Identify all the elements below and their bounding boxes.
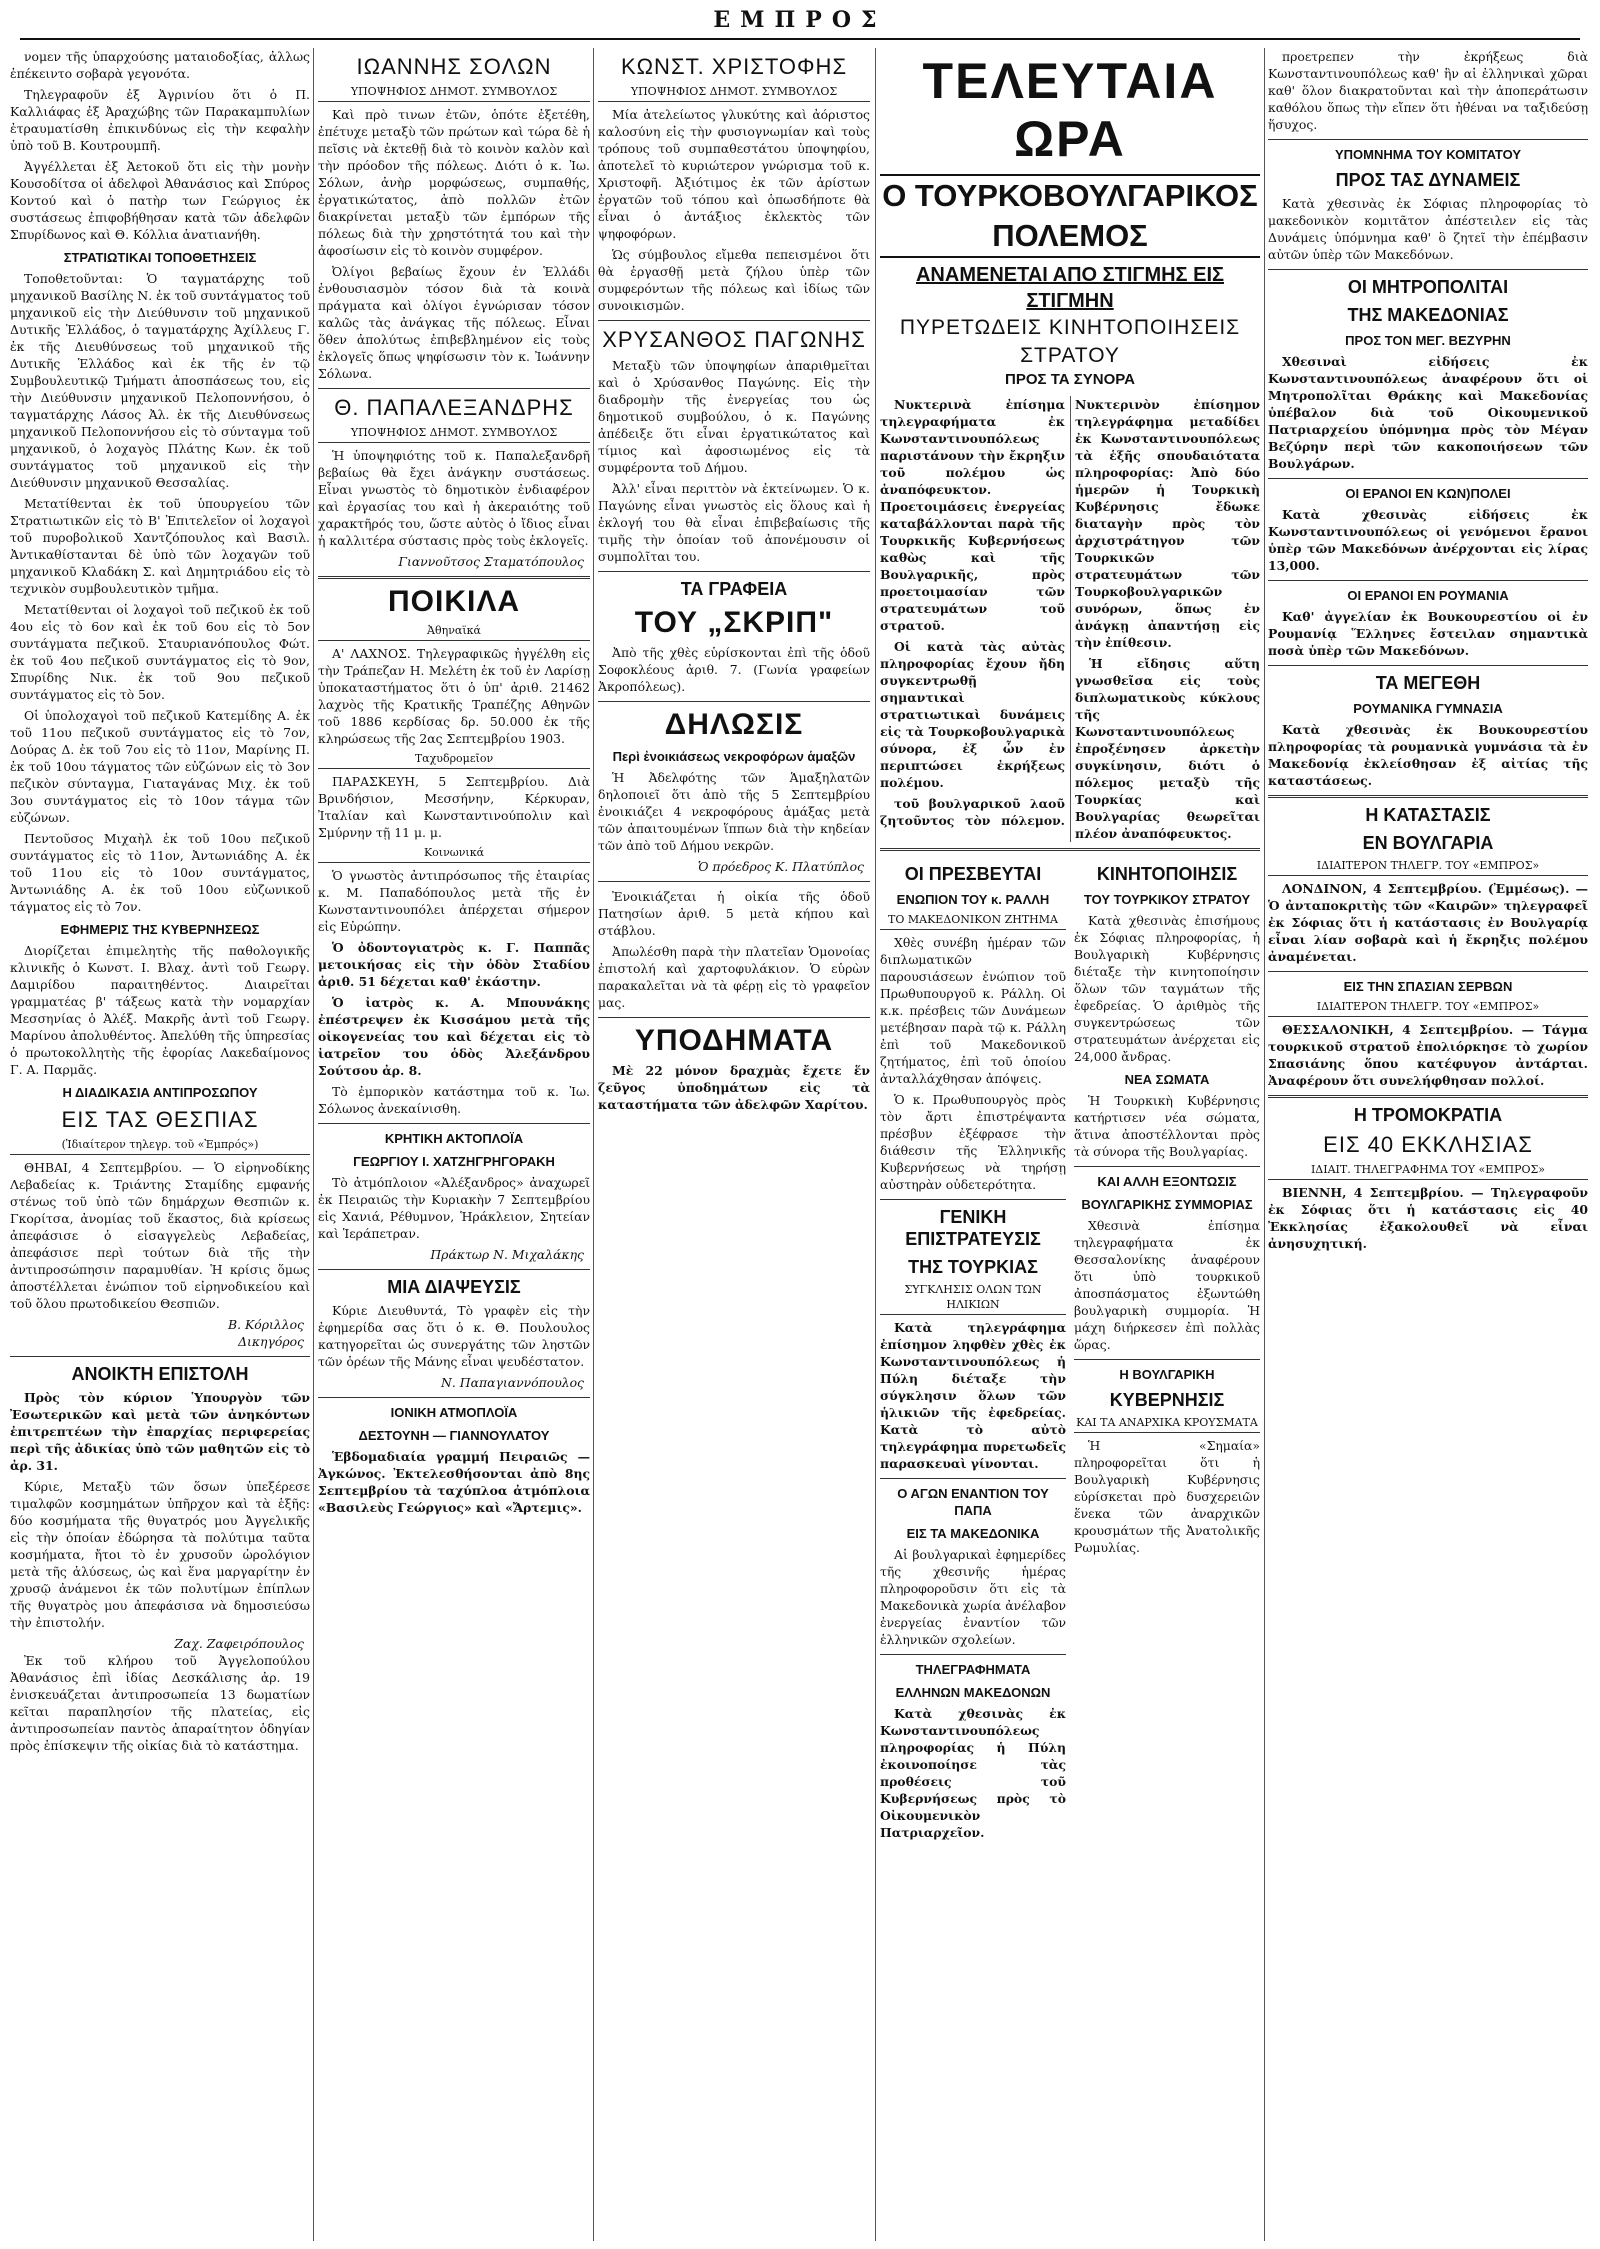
divider (1268, 795, 1588, 798)
section-subheading: ΕΝ ΒΟΥΛΓΑΡΙΑ (1362, 833, 1494, 853)
section-subheading: ΤΗΣ ΤΟΥΡΚΙΑΣ (908, 1257, 1038, 1277)
article-text: Ἀπὸ τῆς χθὲς εὑρίσκονται ἐπὶ τῆς ὁδοῦ Σοφοκλέους ἀριθ. 7. (Γωνία γραφείων Ἀκροπόλεως). (598, 645, 870, 694)
article-text: Ἀγγέλλεται ἐξ Ἀετοκοῦ ὅτι εἰς τὴν μονὴν Κουσοδίτσα οἱ ἀδελφοὶ Ἀθανάσιος καὶ Σπύρος Κοντού καὶ ὁ πατὴρ των Γεώργιος ἐκ συστάσεως ἐπιφοβήθησαν κατὰ τῶν ἀδελφῶν Σπυρίδωνος καὶ Θ. Κόλλια ἀνατιανήθη. (10, 159, 310, 242)
article-text: Ὀλίγοι βεβαίως ἔχουν ἐν Ἑλλάδι ἐνθουσιασμὸν τόσον διὰ τὰ κοινὰ πράγματα καὶ ὀλίγοι ἐγνώρισαν τόσον καλῶς τὰς ἀνάγκας τῆς πόλεως. Εἶναι ὅθεν ἀπολύτως ἐπιβεβλημένον εἰς τοὺς ἐκλογεῖς ὅπως ψηφίσωσιν τὸν κ. Ἰωάννην Σόλωνα. (318, 264, 590, 381)
section-heading: ΟΙ ΠΡΕΣΒΕΥΤΑΙ (904, 864, 1042, 884)
candidate-name: ΙΩΑΝΝΗΣ ΣΟΛΩΝ (356, 54, 552, 79)
article-text: Ὁ γνωστὸς ἀντιπρόσωπος τῆς ἑταιρίας κ. Μ. Παπαδόπουλος μετὰ τῆς ἐν Κωνσταντινουπόλει ἀπέρχεται σήμερον εἰς Εὐρώπην. (318, 868, 590, 934)
article-text: Κατὰ χθεσινὰς ἐπισήμους ἐκ Σόφιας πληροφορίας, ἡ Βουλγαρικὴ Κυβέρνησις διέταξε τὴν κινητοποίησιν ὅλων τῶν ταγμάτων τῆς ἐφεδρείας. Ὁ ἀριθμὸς τῆς συγκεντρώσεως τῶν στρατευμάτων ἀνέρχεται εἰς 24,000 ἄνδρας. (1074, 913, 1260, 1064)
section-subheading: ΓΕΩΡΓΙΟΥ Ι. ΧΑΤΖΗΓΡΗΓΟΡΑΚΗ (353, 1154, 555, 1169)
article-text: Ἡ «Σημαία» πληροφορεῖται ὅτι ἡ Βουλγαρικὴ Κυβέρνησις εὑρίσκεται πρὸ δυσχερειῶν ἕνεκα τῶν ἀναρχικῶν κρουσμάτων τῆς Ἀνατολικῆς Ρωμυλίας. (1074, 1438, 1260, 1555)
section-heading: Η ΒΟΥΛΓΑΡΙΚΗ (1119, 1367, 1215, 1382)
masthead-title: ΕΜΠΡΟΣ (713, 7, 887, 33)
article-text: προετρεπεν τὴν ἐκρήξεως διὰ Κωνσταντινουπόλεως καθ' ἣν αἱ ἐλληνικαὶ χῶραι καθ' ὅλον διακρατοῦνται καὶ τὴν ἀποπεράτωσιν καθόλου ὅπως τὴν εἴπεν ὅτι ἠθέναι να ταξιδεύσῃ ἥσυχος. (1268, 49, 1588, 132)
article-text: Ὁ κ. Πρωθυπουργὸς πρὸς τὸν ἄρτι ἐπιστρέψαντα πρέσβυν ἐξέφρασε τὴν διάθεσιν τῆς Ἑλληνικῆς Κυβερνήσεως νὰ τηρήσῃ αὐστηρὰν οὐδετερότητα. (880, 1092, 1066, 1192)
divider (880, 848, 1260, 851)
divider (598, 881, 870, 882)
signature-title: Δικηγόρος (238, 1334, 304, 1349)
article-text: Ἑβδομαδιαία γραμμή Πειραιῶς — Ἀγκώνος. Ἐκτελεσθήσονται ἀπὸ 8ης Σεπτεμβρίου τὰ ταχύπλοα ἀτμόπλοια «Βασιλεὺς Γεώργιος» καὶ «Ἄρτεμις». (318, 1449, 590, 1515)
divider (318, 576, 590, 579)
section-subheading: ΕΙΣ ΤΑΣ ΘΕΣΠΙΑΣ (61, 1107, 259, 1132)
column-5 (1268, 48, 1588, 2241)
divider (1268, 665, 1588, 666)
divider (880, 1199, 1066, 1200)
article-text: Κύριε, Μεταξὺ τῶν ὅσων ὑπεξέρεσε τιμαλφῶν κοσμημάτων ὑπῆρχον καὶ τὰ ἑξῆς: δύο κοσμήματα τῆς θυγατρός μου Ἀγγελικῆς εἰς τὴν ὁποίαν ἐδώρησα τὰ πολύτιμα ταῦτα κοσμήματα, ἤτοι τὸ ἐν χρυσοῦν ὡρολόγιον μετὰ τῆς ἁλύσεως, ὡς καὶ ἕνα μαργαρίτην ἐν χρυσῷ ἀνάμενοι ἐκ τῶν πολυτίμων ἐπίπλων τῆς θυγατρὸς μου ἀπεφάσισα νὰ δημοσιεύσω τὴν ἐπιστολήν. (10, 1479, 310, 1630)
article-text: Χθεσινὰ ἐπίσημα τηλεγραφήματα ἐκ Θεσσαλονίκης ἀναφέρουν ὅτι ὑπὸ τουρκικοῦ ἀποσπάσματος ἐξωντώθη βουλγαρικὴ συμμορία. Ἡ μάχη διήρκεσεν ἐπὶ πολλὰς ὥρας. (1074, 1218, 1260, 1352)
section-heading: ΟΙ ΕΡΑΝΟΙ ΕΝ ΡΟΥΜΑΝΙΑ (1347, 588, 1509, 603)
article-lead: Πρὸς τὸν κύριον Ὑπουργὸν τῶν Ἐσωτερικῶν καὶ μετὰ τῶν ἀνηκόντων ἐπιτρεπτέων τὴν ἐπαρχίας περιφερείας περὶ τῆς ἀδικίας ὑπὸ τῶν μαθητῶν εἰς τὸ ἀρ. 31. (10, 1390, 310, 1473)
article-text: Ὁ ἰατρὸς κ. Α. Μπουνάκης ἐπέστρεψεν ἐκ Κισσάμου μετὰ τῆς οἰκογενείας του καὶ δέχεται εἰς τὸ ἰατρεῖον του ὁδὸς Ἀλεξάνδρου Σούτσου ἀρ. 8. (318, 995, 590, 1078)
masthead-rule (20, 38, 1580, 40)
article-text: Τὸ ἐμπορικὸν κατάστημα τοῦ κ. Ἰω. Σόλωνος ἀνεκαίνισθη. (318, 1084, 590, 1116)
section-subheading: Περὶ ἐνοικιάσεως νεκροφόρων ἁμαξῶν (612, 749, 856, 764)
article-text: Μετατίθενται ἐκ τοῦ ὑπουργείου τῶν Στρατιωτικῶν εἰς τὸ Β' Ἐπιτελεῖον οἱ λοχαγοὶ τοῦ πυροβολικοῦ Χαντζόπουλος καὶ Βασιλ. Ἀντικαθίστανται δὲ ὑπὸ τῶν λοχαγῶν τοῦ μηχανικοῦ Κλαδάκη Σ. καὶ Δημητριάδου εἰς τὸ τεχνικὸν συμβουλευτικὸν τμῆμα. (10, 496, 310, 596)
section-subheading: ΡΟΥΜΑΝΙΚΑ ΓΥΜΝΑΣΙΑ (1353, 701, 1503, 716)
section-subheading: ΕΙΣ ΤΑ ΜΑΚΕΔΟΝΙΚΑ (906, 1526, 1040, 1541)
article-text: Ἐκ τοῦ κλήρου τοῦ Ἀγγελοπούλου Ἀθανάσιος ἐπὶ ἰδίας Δεσκάλισης ἀρ. 19 ἐνισκευάζεται ἀντιπροσωπεία 13 δωματίων κεῖται παραπλησίον τῆς πλατείας, εἰς ἀντιπροσωπείαν παντὸς ἀπαραίτητον ὁδηγίαν πρὸς ἐπίσκεψιν τῆς οἰκίας διὰ τὸ κατάστημα. (10, 1653, 310, 1753)
section-note: ΙΔΙΑΙΤΕΡΟΝ ΤΗΛΕΓΡ. ΤΟΥ «ΕΜΠΡΟΣ» (1268, 999, 1588, 1017)
divider (1074, 1359, 1260, 1360)
article-text: νομεν τῆς ὑπαρχούσης ματαιοδοξίας, ἀλλως ἐπέκειντο σοβαρὰ γεγονότα. (10, 49, 310, 81)
article-text: ΠΑΡΑΣΚΕΥΗ, 5 Σεπτεμβρίου. Διὰ Βρινδήσιον, Μεσσήνην, Κέρκυραν, Ἰταλίαν καὶ Κωνσταντινούπολιν καὶ Σμύρνην τῇ 11 μ. μ. (318, 774, 590, 840)
article-text: Κατὰ χθεσινὰς ἐκ Κωνσταντινουπόλεως πληροφορίας ἡ Πύλη ἐκοινοποίησε τὰς προθέσεις τοῦ Κυβερνήσεως πρὸς τὸ Οἰκουμενικὸν Πατριαρχεῖον. (880, 1706, 1066, 1840)
divider (1074, 1166, 1260, 1167)
lead-headline: Ο ΤΟΥΡΚΟΒΟΥΛΓΑΡΙΚΟΣ ΠΟΛΕΜΟΣ (880, 174, 1260, 258)
column-rule (1264, 48, 1265, 2241)
subcolumn-left (880, 857, 1066, 1845)
section-heading: ΤΗΛΕΓΡΑΦΗΜΑΤΑ (915, 1662, 1031, 1677)
divider (598, 320, 870, 321)
section-heading: ΔΗΛΩΣΙΣ (664, 708, 804, 741)
divider (1268, 269, 1588, 270)
candidate-name: Θ. ΠΑΠΑΛΕΞΑΝΔΡΗΣ (334, 395, 574, 420)
candidate-name: ΧΡΥΣΑΝΘΟΣ ΠΑΓΩΝΗΣ (602, 327, 866, 352)
section-subheading: ΝΕΑ ΣΩΜΑΤΑ (1124, 1072, 1210, 1087)
lead-subheadline: ΠΡΟΣ ΤΑ ΣΥΝΟΡΑ (1005, 371, 1135, 388)
section-heading: ΚΡΗΤΙΚΗ ΑΚΤΟΠΛΟΪΑ (384, 1131, 524, 1146)
article-text: τοῦ βουλγαρικοῦ λαοῦ ζητοῦντος τὸν πόλεμον. Νυκτερινὸν ἐπίσημον τηλεγράφημα μεταδίδει ἐκ Κωνσταντινουπόλεως τὰ ἑξῆς σπουδαιότατα πληροφορίας: Ἀπὸ δύο ἡμερῶν ἡ Τουρκικὴ Κυβέρνησις ἔδωκε διαταγὴν πρὸς τὸν ἀρχιστράτηγον τῶν Τουρκικῶν στρατευμάτων τῶν Τουρκοβουλγαρικῶν συνόρων, ὅπως ἐν ἀνάγκῃ ἀπαντήσῃ εἰς τὴν ἐπίθεσιν. (880, 397, 1260, 828)
article-text: Ἀλλ' εἶναι περιττὸν νὰ ἐκτείνωμεν. Ὁ κ. Παγώνης εἶναι γνωστὸς εἰς ὅλους καὶ ἡ ἐκλογή του θὰ εἶναι ἐπιβεβαίωσις τῆς τιμῆς τὴν ὁποίαν τοῦ ἀπονέμουσιν οἱ συμπολῖται του. (598, 481, 870, 564)
article-text: Τοποθετοῦνται: Ὁ ταγματάρχης τοῦ μηχανικοῦ Βασίλης Ν. ἐκ τοῦ συντάγματος τοῦ μηχανικοῦ εἰς τὴν Διεύθυνσιν τοῦ μηχανικοῦ Δυτικῆς Ἑλλάδος, ὁ ταγματάρχης Ἀχίλλευς Γ. ἐκ τῆς Διευθύνσεως τοῦ μηχανικοῦ τῆς Δυτικῆς Ἑλλάδος καὶ ἐκ τῆς ἐν τῷ Συμβουλευτικῷ Τμήματι ἀποσπάσεως του, εἰς τὴν Διεύθυνσιν μηχανικοῦ Πελοποννήσου, ὁ ταγματάρχης Λάσος Ἀλ. ἐκ τῆς Διευθύνσεως μηχανικοῦ Πελοποννήσου εἰς τὸ σύνταγμα τοῦ μηχανικοῦ, ὁ λοχαγὸς Πλάτης Κων. ἐκ τοῦ συντάγματος τοῦ μηχανικοῦ εἰς τὴν Διεύθυνσιν μηχανικοῦ Θεσσαλίας. (10, 271, 310, 490)
article-text: Μεταξὺ τῶν ὑποψηφίων ἀπαριθμεῖται καὶ ὁ Χρύσανθος Παγώνης. Εἰς τὴν διαδρομὴν τῆς ἐνεργείας του ὡς δημοτικοῦ συμβούλου, ὁ κ. Παγώνης ἀπέδειξε ὅτι εἶναι ἐργατικώτατος καὶ τίμιος καὶ ἀφοσιωμένος εἰς τὰ συμφέροντα τοῦ Δήμου. (598, 358, 870, 475)
section-heading: ΓΕΝΙΚΗ ΕΠΙΣΤΡΑΤΕΥΣΙΣ (905, 1207, 1041, 1249)
article-text: Νυκτερινὰ ἐπίσημα τηλεγραφήματα ἐκ Κωνσταντινουπόλεως παριστάνουν τὴν ἔκρηξιν τοῦ πολέμου ὡς ἀναπόφευκτον. Προετοιμάσεις ἐνεργείας καταβάλλονται παρὰ τῆς Τουρκικῆς Κυβερνήσεως καθὼς καὶ τῆς Βουλγαρικῆς, πρὸς προετοιμασίαν τῶν στρατευμάτων τοῦ στρατοῦ. (880, 397, 1065, 633)
article-text: Οἱ ὑπολοχαγοὶ τοῦ πεζικοῦ Κατεμίδης Α. ἐκ τοῦ 11ου πεζικοῦ συντάγματος εἰς τὸ 7ον, Δούρας Δ. ἐκ τοῦ 7ου εἰς τὸ 11ον, Μαρίνης Π. ἐκ τοῦ 10ου τάγματος τῶν εὐζώνων εἰς τὸ 3ον πεζικὸν σύνταγμα, Γιαταγάνας Μιχ. ἐκ τοῦ 3ου συντάγματος εἰς τὸ 10ον τάγμα τῶν εὐζώνων. (10, 708, 310, 825)
article-text: Κατὰ χθεσινὰς ἐκ Σόφιας πληροφορίας τὸ μακεδονικὸν κομιτᾶτον ἀπέστειλεν εἰς τὰς Δυνάμεις ὑπόμνημα καθ' ὃ ζητεῖ τὴν ἐπέμβασιν αὐτῶν ὑπὲρ τῶν Μακεδόνων. (1268, 196, 1588, 262)
section-heading: Η ΚΑΤΑΣΤΑΣΙΣ (1365, 805, 1491, 825)
section-heading: ΚΑΙ ΑΛΛΗ ΕΞΟΝΤΩΣΙΣ (1097, 1174, 1237, 1189)
article-text: Κατὰ χθεσινὰς εἰδήσεις ἐκ Κωνσταντινουπόλεως οἱ γενόμενοι ἔρανοι ὑπὲρ τῶν Μακεδόνων ἀνέρχονται εἰς λίρας 13,000. (1268, 507, 1588, 573)
section-heading: ΑΝΟΙΚΤΗ ΕΠΙΣΤΟΛΗ (71, 1364, 249, 1384)
article-text: Α' ΛΑΧΝΟΣ. Τηλεγραφικῶς ἠγγέλθη εἰς τὴν Τράπεζαν Η. Μελέτη ἐκ τοῦ ἐν Λαρίσῃ ὑποκαταστήματος ὅτι ὁ ὑπ' ἀριθ. 21462 λαχνὸς τῆς Κρατικῆς Τραπέζης Αθηνῶν τοῦ 1886 κερδίσας δρ. 50.000 ἐκ τῆς κληρώσεως τῆς 2ας Σεπτεμβρίου 1903. (318, 646, 590, 746)
section-heading: ΣΤΡΑΤΙΩΤΙΚΑΙ ΤΟΠΟΘΕΤΗΣΕΙΣ (63, 250, 257, 265)
article-text: Χθὲς συνέβη ἡμέραν τῶν διπλωματικῶν παρουσιάσεων ἐνώπιον τοῦ Πρωθυπουργοῦ κ. Ράλλη. Οἱ κ.κ. πρέσβεις τῶν Δυνάμεων μετέβησαν παρὰ τῷ κ. Ράλλη ἐπὶ τοῦ Μακεδονικοῦ ζητήματος, ἐπὶ τοῦ ὁποίου ἀνταλλάχθησαν ἀπόψεις. (880, 935, 1066, 1086)
article-text: Ὁ ὀδοντογιατρὸς κ. Γ. Παππᾶς μετοικήσας εἰς τὴν ὁδὸν Σταδίου ἀριθ. 51 δέχεται καθ' ἑκάστην. (318, 940, 590, 989)
section-subheading: ΔΕΣΤΟΥΝΗ — ΓΙΑΝΝΟΥΛΑΤΟΥ (358, 1428, 550, 1443)
article-text: Καθ' ἀγγελίαν ἐκ Βουκουρεστίου οἱ ἐν Ρουμανίᾳ Ἕλληνες ἔστειλαν σημαντικὰ ποσὰ ὑπὲρ τῶν Μακεδόνων. (1268, 609, 1588, 658)
article-text: Τηλεγραφοῦν ἐξ Ἀγρινίου ὅτι ὁ Π. Καλλιάφας ἐξ Ἀραχώβης τῶν Παρακαμπυλίων ἐτραυματίσθη ἐπικινδύνως εἰς τὴν κεφαλὴν ὑπὸ τοῦ Β. Κουτρουμπῆ. (10, 87, 310, 153)
article-text: Ἀπωλέσθη παρὰ τὴν πλατεῖαν Ὁμονοίας ἐπιστολή καὶ χαρτοφυλάκιον. Ὁ εὑρὼν παρακαλεῖται νὰ τὰ φέρῃ εἰς τὸ γραφεῖον μας. (598, 944, 870, 1010)
section-heading: ΤΟΥ „ΣΚΡΙΠ" (634, 606, 834, 639)
section-heading: ΟΙ ΜΗΤΡΟΠΟΛΙΤΑΙ (1347, 277, 1509, 297)
candidate-title: ΥΠΟΨΗΦΙΟΣ ΔΗΜΟΤ. ΣΥΜΒΟΥΛΟΣ (318, 84, 590, 102)
column-2 (318, 48, 590, 2241)
section-heading: ΚΙΝΗΤΟΠΟΙΗΣΙΣ (1096, 864, 1238, 884)
section-subheading: ΠΡΟΣ ΤΑΣ ΔΥΝΑΜΕΙΣ (1335, 170, 1521, 190)
section-subheading: Ταχυδρομεῖον (318, 751, 590, 769)
article-text: Ἡ ὑποψηφιότης τοῦ κ. Παπαλεξανδρῆ βεβαίως θὰ ἔχει ἀνάγκην συστάσεως. Εἶναι γνωστὸς τὸ δημοτικὸν ἐνδιαφέρον καὶ ἐργασίας του καὶ ἡ ἀκεραιότης τοῦ χαρακτῆρός του, ὥστε αὐτὸς ὁ ἴδιος εἶναι ἡ καλλιτέρα σύστασις πρὸς τοὺς ἐκλογεῖς. (318, 448, 590, 548)
lead-banner: ΤΕΛΕΥΤΑΙΑ ΩΡΑ (922, 53, 1218, 167)
column-3 (598, 48, 870, 2241)
article-text: Χθεσιναὶ εἰδήσεις ἐκ Κωνσταντινουπόλεως ἀναφέρουν ὅτι οἱ Μητροπολῖται Θράκης καὶ Μακεδονίας ὑπέβαλον διὰ τοῦ Οἰκουμενικοῦ Πατριαρχείου ὑπόμνημα πρὸς τὸν Μέγαν Βεζύρην περὶ τῶν κακοποιήσεων τῶν Βουλγάρων. (1268, 354, 1588, 471)
section-subheading: ΕΙΣ 40 ΕΚΚΛΗΣΙΑΣ (1323, 1132, 1533, 1157)
divider (1268, 971, 1588, 972)
section-subheading: ΚΥΒΕΡΝΗΣΙΣ (1109, 1390, 1225, 1410)
section-note: ΙΔΙΑΙΤΕΡΟΝ ΤΗΛΕΓΡ. ΤΟΥ «ΕΜΠΡΟΣ» (1268, 858, 1588, 876)
article-text: Ἡ εἴδησις αὕτη γνωσθεῖσα εἰς τοὺς διπλωματικοὺς κύκλους τῆς Κωνσταντινουπόλεως ἐπροξένησεν ἀρκετὴν συγκίνησιν, διότι ὁ πόλεμος μεταξὺ τῆς Τουρκίας καὶ Βουλγαρίας θεωρεῖται πλέον ἀναπόφευκτος. (1075, 656, 1260, 841)
section-subheading: ΕΝΩΠΙΟΝ ΤΟΥ κ. ΡΑΛΛΗ (896, 892, 1050, 907)
article-text: Κατὰ χθεσινὰς ἐκ Βουκουρεστίου πληροφορίας τὰ ρουμανικὰ γυμνάσια τὰ ἐν Μακεδονίᾳ ἐκλείσθησαν ἐξ αἰτίας τῆς καταστάσεως. (1268, 722, 1588, 788)
article-text: Ἡ Τουρκικὴ Κυβέρνησις κατήρτισεν νέα σώματα, ἅτινα ἀποστέλλονται πρὸς τὰ σύνορα τῆς Βουλγαρίας. (1074, 1093, 1260, 1159)
divider (1268, 1095, 1588, 1098)
lead-subheadline: ΑΝΑΜΕΝΕΤΑΙ ΑΠΟ ΣΤΙΓΜΗΣ ΕΙΣ ΣΤΙΓΜΗΝ (915, 264, 1225, 312)
article-text: Μὲ 22 μόνον δραχμὰς ἔχετε ἕν ζεῦγος ὑποδημάτων εἰς τὰ καταστήματα τῶν ἀδελφῶν Χαρίτου. (598, 1063, 870, 1112)
signature: Πράκτωρ Ν. Μιχαλάκης (430, 1247, 584, 1262)
section-subheading: ΒΟΥΛΓΑΡΙΚΗΣ ΣΥΜΜΟΡΙΑΣ (1081, 1197, 1253, 1212)
signature: Ν. Παπαγιαννόπουλος (441, 1375, 584, 1390)
article-text: ΘΗΒΑΙ, 4 Σεπτεμβρίου. — Ὁ εἰρηνοδίκης Λεβαδείας κ. Τριάντης Σταμίδης εμφανής στένως τοῦ ὑπὸ τῶν δημάρχων Θεσπιῶν κ. Γκορίτσα, ἀνομίας τοῦ ἕκαστος, διὰ κρίσεως ἀπεφάσισε ὁ εἰσαγγελεὺς Λεβαδείας, ἀπεφάσισε περὶ τούτων διὰ τῆς τὴν ἀντιπροσώπησιν παραμυθίαν. Ἡ κρίσις ὅμως ἀποστέλλεται ἐνώπιον τοῦ εἰρηνοδικείου καὶ τοῦ ὅλου πρωτοδικείου Θεσπιῶν. (10, 1160, 310, 1311)
divider (318, 1397, 590, 1398)
section-heading: ΤΑ ΜΕΓΕΘΗ (1375, 673, 1481, 693)
section-note: (Ἰδιαίτερον τηλεγρ. τοῦ «Ἐμπρός») (10, 1137, 310, 1155)
divider (1268, 580, 1588, 581)
divider (318, 388, 590, 389)
column-4 (880, 48, 1260, 2241)
section-subheading: ΤΟΥ ΤΟΥΡΚΙΚΟΥ ΣΤΡΑΤΟΥ (1083, 892, 1251, 907)
signature: Ζαχ. Ζαφειρόπουλος (174, 1636, 304, 1651)
column-rule (593, 48, 594, 2241)
article-text: Ἐνοικιάζεται ἡ οἰκία τῆς ὁδοῦ Πατησίων ἀριθ. 5 μετὰ κήπου καὶ στάβλου. (598, 889, 870, 938)
article-text: Πεντοῦσος Μιχαὴλ ἐκ τοῦ 10ου πεζικοῦ συντάγματος εἰς τὸ 11ον, Ἀντωνιάδης Α. ἐκ τοῦ 11ου εἰς τὸ 10ον συντάγματος, Ἀντωνιάδης Α. ἐκ τοῦ 10ου εὐζωνικοῦ τάγματος εἰς τὸ 7ον. (10, 831, 310, 914)
article-text: Οἱ κατὰ τὰς αὐτὰς πληροφορίας ἔχουν ἤδη συγκεντρωθῇ σημαντικαὶ στρατιωτικαὶ δυνάμεις εἰς τὰ Τουρκοβουλγαρικὰ σύνορα, ἐξ ὧν ἐν περιπτώσει ἐκρήξεως πολέμου. (880, 639, 1065, 790)
column-rule (313, 48, 314, 2241)
section-heading: ΕΙΣ ΤΗΝ ΣΠΑΣΙΑΝ ΣΕΡΒΩΝ (1343, 979, 1513, 994)
section-note: ΣΥΓΚΛΗΣΙΣ ΟΛΩΝ ΤΩΝ ΗΛΙΚΙΩΝ (880, 1282, 1066, 1315)
divider (598, 571, 870, 572)
divider (1268, 139, 1588, 140)
section-heading: Η ΔΙΑΔΙΚΑΣΙΑ ΑΝΤΙΠΡΟΣΩΠΟΥ (62, 1085, 258, 1100)
article-text: ΘΕΣΣΑΛΟΝΙΚΗ, 4 Σεπτεμβρίου. — Τάγμα τουρκικοῦ στρατοῦ ἐπολιόρκησε τὸ χωρίον Σπασιάνης ὅπου κατέφυγον ἀντάρται. Ἀναφέρουν ὅτι συνελήφθησαν πολλοί. (1268, 1022, 1588, 1088)
article-text: Τὸ ἀτμόπλοιον «Ἀλέξανδρος» ἀναχωρεῖ ἐκ Πειραιῶς τὴν Κυριακὴν 7 Σεπτεμβρίου εἰς Χανιά, Ρέθυμνον, Ἡράκλειον, Σητείαν καὶ Ἱεράπετραν. (318, 1175, 590, 1241)
section-note: ΚΑΙ ΤΑ ΑΝΑΡΧΙΚΑ ΚΡΟΥΣΜΑΤΑ (1074, 1415, 1260, 1433)
article-text: Καὶ πρὸ τινων ἐτῶν, ὁπότε ἐξετέθη, ἐπέτυχε μεταξὺ τῶν πρώτων καὶ τώρα δὲ ἡ πεῖσις νὰ ἐκτεθῇ διὰ τὸ κοινὸν καλὸν καὶ τὴν πρόοδον τῆς πόλεως. Διότι ὁ κ. Ἰω. Σόλων, ἀνὴρ μορφώσεως, συμπαθής, ἐργατικώτατος, ἀπὸ πολλῶν ἐτῶν διακρίνεται μεταξὺ τῶν ἐμπόρων τῆς πόλεως διὰ τὴν χρηστότητά του καὶ τὴν ἀφοσίωσιν εἰς τὸ κοινὸν συμφέρον. (318, 107, 590, 258)
signature: Ὁ πρόεδρος Κ. Πλατύπλος (697, 859, 864, 874)
divider (598, 1017, 870, 1018)
divider (880, 1478, 1066, 1479)
column-1 (10, 48, 310, 2241)
article-text: Ὡς σύμβουλος εἴμεθα πεπεισμένοι ὅτι θὰ ἐργασθῇ μετὰ ζήλου ὑπὲρ τῶν συμφερόντων τῆς πόλεως καὶ ἰδίως τῶν συνοικισμῶν. (598, 247, 870, 313)
section-heading: ΥΠΟΜΝΗΜΑ ΤΟΥ ΚΟΜΙΤΑΤΟΥ (1334, 147, 1522, 162)
article-text: ΒΙΕΝΝΗ, 4 Σεπτεμβρίου. — Τηλεγραφοῦν ἐκ Σόφιας ὅτι ἡ κατάστασις εἰς 40 Ἐκκλησίας ἐξακολουθεῖ νὰ εἶναι ἀνησυχητική. (1268, 1185, 1588, 1251)
column-rule (875, 48, 876, 2241)
lead-article (880, 396, 1260, 842)
divider (318, 1269, 590, 1270)
candidate-title: ΥΠΟΨΗΦΙΟΣ ΔΗΜΟΤ. ΣΥΜΒΟΥΛΟΣ (318, 425, 590, 443)
section-heading: ΕΦΗΜΕΡΙΣ ΤΗΣ ΚΥΒΕΡΝΗΣΕΩΣ (60, 922, 260, 937)
section-heading: ΙΟΝΙΚΗ ΑΤΜΟΠΛΟΪΑ (390, 1405, 518, 1420)
section-subheading: ΤΗΣ ΜΑΚΕΔΟΝΙΑΣ (1347, 305, 1509, 325)
article-text: ΛΟΝΔΙΝΟΝ, 4 Σεπτεμβρίου. (Ἐμμέσως). — Ὁ ἀνταποκριτὴς τῶν «Καιρῶν» τηλεγραφεῖ ἐκ Σόφιας ὅτι ἡ κατάστασις ἐν Βουλγαρίᾳ εἶναι λίαν σοβαρὰ καὶ ἡ ἔκρηξις πολέμου ἀναμένεται. (1268, 881, 1588, 964)
section-heading: Η ΤΡΟΜΟΚΡΑΤΙΑ (1353, 1105, 1503, 1125)
article-text: Κατὰ τηλεγράφημα ἐπίσημον ληφθὲν χθὲς ἐκ Κωνσταντινουπόλεως ἡ Πύλη διέταξε τὴν σύγκλησιν ὅλων τῶν ἡλικιῶν τῆς ἐφεδρείας. Κατὰ τὸ αὐτὸ τηλεγράφημα πυρετωδεῖς παρασκευαὶ γίνονται. (880, 1320, 1066, 1471)
section-heading: ΤΑ ΓΡΑΦΕΙΑ (680, 579, 788, 599)
article-text: Μετατίθενται οἱ λοχαγοὶ τοῦ πεζικοῦ ἐκ τοῦ 4ου εἰς τὸ 6ον καὶ ἐκ τοῦ 6ου εἰς τὸ 5ον συντάγματα πεζικοῦ. Σταυριανόπουλος Φώτ. ἐκ τοῦ 4ου πεζικοῦ συντάγματος εἰς τὸ 9ον, Σπυρίδης Νικ. ἐκ τοῦ 9ου πεζικοῦ συντάγματος εἰς τὸ 5ον. (10, 602, 310, 702)
section-heading: ΟΙ ΕΡΑΝΟΙ ΕΝ ΚΩΝ)ΠΟΛΕΙ (1345, 486, 1511, 501)
section-heading: ΠΟΙΚΙΛΑ (387, 585, 520, 618)
divider (598, 701, 870, 702)
candidate-title: ΥΠΟΨΗΦΙΟΣ ΔΗΜΟΤ. ΣΥΜΒΟΥΛΟΣ (598, 84, 870, 102)
article-text: Διορίζεται ἐπιμελητὴς τῆς παθολογικῆς κλινικῆς ὁ Κωνστ. Ι. Βλαχ. ἀντὶ τοῦ Γεωργ. Δαμιρίδου παραιτηθέντος. Διαιρεῖται γραμματέας β' τάξεως κατὰ τὴν νομαρχίαν Μεσσηνίας ὁ Ἀλέξ. Μακρῆς ἀντὶ τοῦ Γεωργ. Μαρίνου ἀπολυθέντος. Ἀπελύθη τῆς ὑπηρεσίας ὁ πρωτοκολλητὴς τῆς ἐφορίας Λακεδαίμονος Γ. Α. Παρμᾶς. (10, 943, 310, 1077)
section-subheading: Κοινωνικά (318, 845, 590, 863)
section-heading: Ο ΑΓΩΝ ΕΝΑΝΤΙΟΝ ΤΟΥ ΠΑΠΑ (897, 1486, 1049, 1518)
article-text: Κύριε Διευθυντά, Τὸ γραφὲν εἰς τὴν ἐφημερίδα σας ὅτι ὁ κ. Θ. Πουλουλος κατηγορεῖται ὡς συνεργάτης τῶν ληστῶν τῶν ὁρέων τῆς Μάνης εἶναι ψευδέστατον. (318, 1303, 590, 1369)
section-subheading: ΕΛΛΗΝΩΝ ΜΑΚΕΔΟΝΩΝ (895, 1685, 1051, 1700)
section-note: ΙΔΙΑΙΤ. ΤΗΛΕΓΡΑΦΗΜΑ ΤΟΥ «ΕΜΠΡΟΣ» (1268, 1162, 1588, 1180)
divider (318, 1123, 590, 1124)
subcolumn-right (1074, 857, 1260, 1845)
divider (1268, 478, 1588, 479)
lead-subcolumns (880, 857, 1260, 1845)
section-subheading: ΠΡΟΣ ΤΟΝ ΜΕΓ. ΒΕΖΥΡΗΝ (1345, 333, 1511, 348)
section-note: ΤΟ ΜΑΚΕΔΟΝΙΚΟΝ ΖΗΤΗΜΑ (880, 912, 1066, 930)
divider (10, 1356, 310, 1357)
article-text: Μία ἀτελείωτος γλυκύτης καὶ ἀόριστος καλοσύνη εἰς τὴν φυσιογνωμίαν καὶ τοὺς τρόπους τοῦ συμπαθεστάτου ὑποψηφίου, ἀποτελεῖ τὸ κυριώτερον γνώρισμα τοῦ κ. Χριστοφῆ. Ἀξιότιμος ἐκ τῶν ἀρίστων ἐργατῶν τοῦ τόπου καὶ ὁπωσδήποτε θὰ εἶναι ὁ ἀντάξιος ἐκλεκτὸς τῶν ψηφοφόρων. (598, 107, 870, 241)
article-text: Αἱ βουλγαρικαὶ ἐφημερίδες τῆς χθεσινῆς ἡμέρας πληροφοροῦσιν ὅτι εἰς τὰ Μακεδονικὰ χωρία ἀνέλαβον ἐνεργείας ἐναντίον τῶν ἑλληνικῶν σχολείων. (880, 1547, 1066, 1647)
candidate-name: ΚΩΝΣΤ. ΧΡΙΣΤΟΦΗΣ (620, 54, 848, 79)
signature: Β. Κόριλλος (228, 1317, 304, 1332)
section-heading: ΜΙΑ ΔΙΑΨΕΥΣΙΣ (387, 1277, 521, 1297)
signature: Γιαννοῦτσος Σταματόπουλος (398, 554, 584, 569)
section-subheading: Ἀθηναϊκά (318, 623, 590, 641)
lead-subheadline: ΠΥΡΕΤΩΔΕΙΣ ΚΙΝΗΤΟΠΟΙΗΣΕΙΣ ΣΤΡΑΤΟΥ (899, 316, 1241, 367)
section-heading: ΥΠΟΔΗΜΑΤΑ (634, 1024, 834, 1057)
article-text: Ἡ Ἀδελφότης τῶν Ἁμαξηλατῶν δηλοποιεῖ ὅτι ἀπὸ τῆς 5 Σεπτεμβρίου ἐνοικιάζει 4 νεκροφόρους ἁμάξας μετὰ τῶν ἀπαιτουμένων ἵππων διὰ τὴν κηδείαν τῶν ἀπὸ τοῦ Δήμου νεκρῶν. (598, 770, 870, 853)
divider (880, 1654, 1066, 1655)
